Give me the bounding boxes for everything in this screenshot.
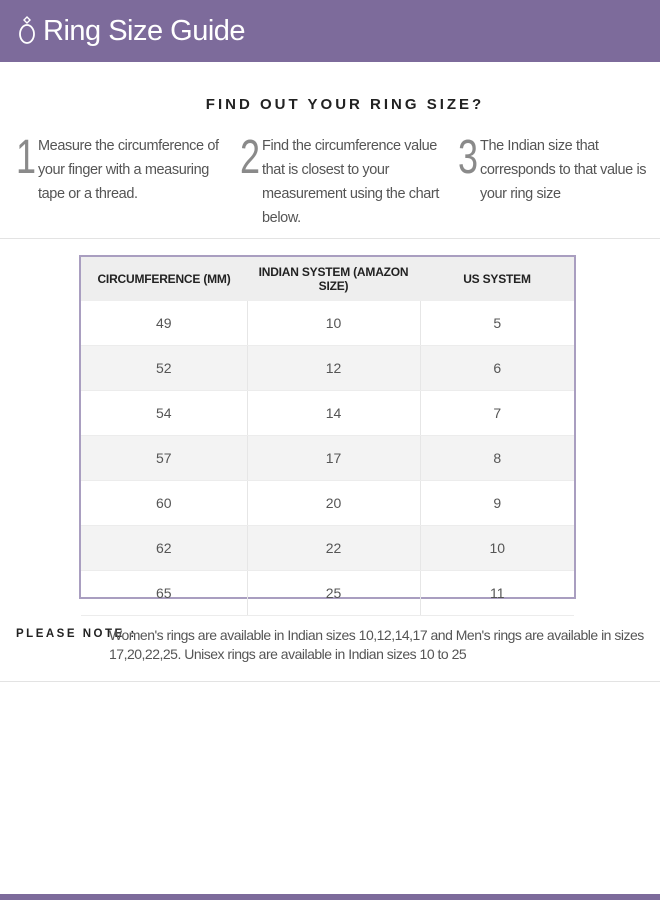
section-heading: FIND OUT YOUR RING SIZE? xyxy=(205,96,485,113)
note-label: PLEASE NOTE : xyxy=(16,628,137,640)
table-row xyxy=(81,301,574,346)
cell-us-size: 10 xyxy=(420,526,574,571)
cell-circumference: 60 xyxy=(81,481,247,526)
column-header-circumference: CIRCUMFERENCE (MM) xyxy=(81,257,247,301)
cell-indian-size: 25 xyxy=(247,571,420,616)
cell-us-size: 5 xyxy=(420,301,574,346)
step-number: 1 xyxy=(16,131,37,184)
cell-indian-size: 10 xyxy=(247,301,420,346)
cell-circumference: 52 xyxy=(81,346,247,391)
cell-us-size: 9 xyxy=(420,481,574,526)
step-text: The Indian size that corresponds to that value is your ring size xyxy=(480,138,647,202)
table-row xyxy=(81,346,574,391)
table-row xyxy=(81,481,574,526)
cell-indian-size: 22 xyxy=(247,526,420,571)
table-header-row xyxy=(81,257,574,301)
step-3 xyxy=(458,131,660,206)
cell-circumference: 57 xyxy=(81,436,247,481)
cell-circumference: 54 xyxy=(81,391,247,436)
column-header-us-system: US SYSTEM xyxy=(420,257,574,301)
step-text: Find the circumference value that is closest to your measurement using the chart below. xyxy=(262,138,439,226)
cell-circumference: 49 xyxy=(81,301,247,346)
cell-circumference: 62 xyxy=(81,526,247,571)
table-row xyxy=(81,526,574,571)
size-chart-table xyxy=(79,255,576,599)
cell-indian-size: 17 xyxy=(247,436,420,481)
please-note xyxy=(16,626,656,664)
table-row xyxy=(81,571,574,616)
header-bar xyxy=(0,0,660,62)
table-row xyxy=(81,436,574,481)
cell-indian-size: 12 xyxy=(247,346,420,391)
cell-us-size: 6 xyxy=(420,346,574,391)
page-title: Ring Size Guide xyxy=(43,14,246,47)
cell-us-size: 8 xyxy=(420,436,574,481)
cell-us-size: 11 xyxy=(420,571,574,616)
cell-us-size: 7 xyxy=(420,391,574,436)
step-1 xyxy=(16,131,228,206)
note-text: Women's rings are available in Indian sizes 10,12,14,17 and Men's rings are available in sizes 17,20,22,25. Unisex rings are available in Indian sizes 10 to 25 xyxy=(109,627,644,662)
footer-bar xyxy=(0,894,660,900)
diamond-ring-icon xyxy=(18,16,36,46)
step-text: Measure the circumference of your finger with a measuring tape or a thread. xyxy=(38,138,219,202)
step-2 xyxy=(240,131,452,230)
divider xyxy=(0,681,660,682)
cell-indian-size: 14 xyxy=(247,391,420,436)
divider xyxy=(0,238,660,239)
cell-indian-size: 20 xyxy=(247,481,420,526)
column-header-indian-system: INDIAN SYSTEM (AMAZON SIZE) xyxy=(247,257,420,301)
table-row xyxy=(81,391,574,436)
step-number: 2 xyxy=(240,131,261,184)
cell-circumference: 65 xyxy=(81,571,247,616)
step-number: 3 xyxy=(458,131,479,184)
